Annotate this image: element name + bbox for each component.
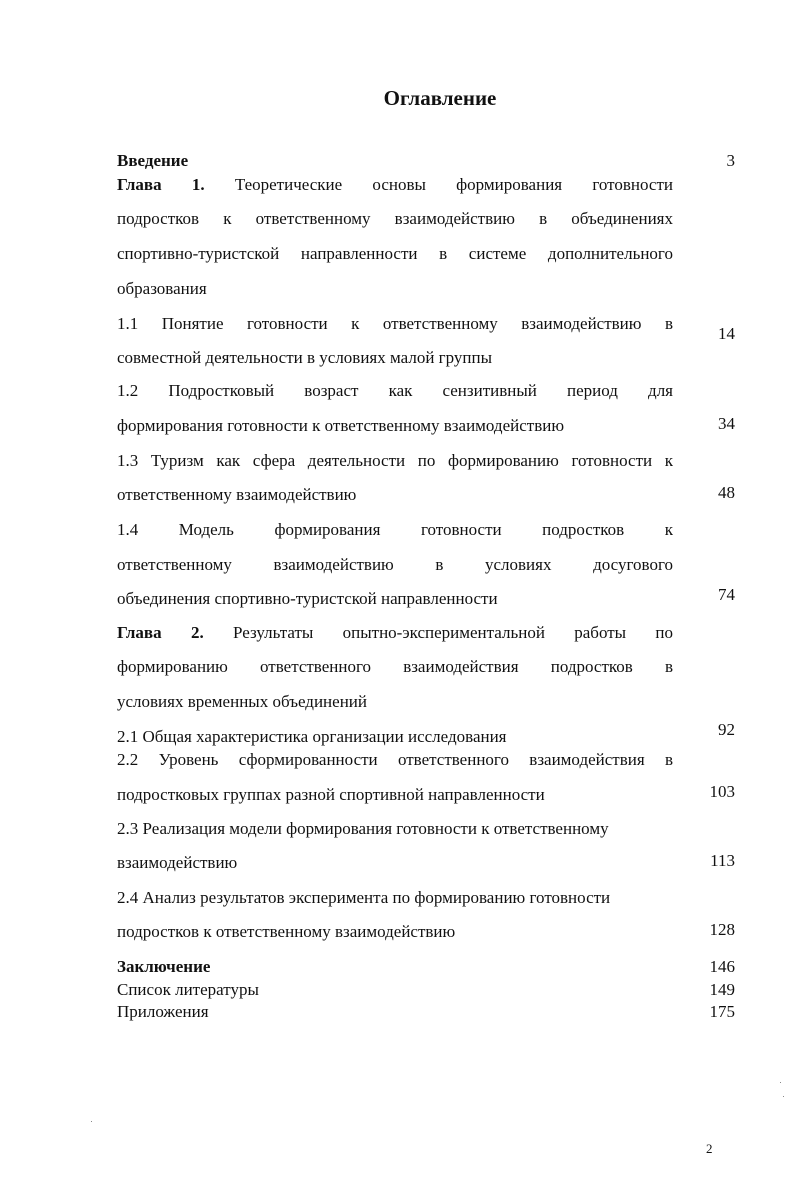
toc-1-4-line-1: 1.4 Модель формирования готовности подростков к [117, 520, 673, 539]
toc-2-2-page: 103 [709, 782, 735, 801]
page-number: 2 [706, 1141, 713, 1156]
toc-appendices-label: Приложения [117, 1002, 209, 1021]
scan-speck [91, 1121, 92, 1122]
toc-1-3-line-1: 1.3 Туризм как сфера деятельности по формированию готовности к [117, 451, 673, 470]
toc-1-2-line-1: 1.2 Подростковый возраст как сензитивный период для [117, 381, 673, 400]
toc-ch1-title-3: спортивно-туристской направленности в системе дополнительного [117, 244, 673, 263]
page-title: Оглавление [383, 86, 497, 110]
toc-1-3-line-2: ответственному взаимодействию [117, 485, 357, 504]
scan-speck [780, 1082, 781, 1083]
toc-2-1-page: 92 [718, 720, 735, 739]
toc-ch2-line-1 [117, 623, 673, 643]
toc-1-4-line-3: объединения спортивно-туристской направленности [117, 589, 498, 608]
toc-2-2-line-2: подростковых группах разной спортивной направленности [117, 785, 545, 804]
toc-ch1-line-1 [117, 175, 673, 195]
toc-ch1-heading: Глава 1. [117, 175, 205, 194]
toc-ch1-title-1: Теоретические основы формирования готовности [234, 175, 673, 194]
toc-ch1-title-4: образования [117, 279, 207, 298]
toc-1-4-line-2: ответственному взаимодействию в условиях досугового [117, 555, 673, 574]
toc-2-3-line-2: взаимодействию [117, 853, 238, 872]
toc-conclusion-page: 146 [709, 957, 735, 976]
toc-1-3-page: 48 [718, 483, 735, 502]
toc-intro-page: 3 [726, 151, 735, 170]
toc-2-2-line-1: 2.2 Уровень сформированности ответственного взаимодействия в [117, 750, 673, 769]
scan-speck [783, 1096, 784, 1097]
toc-appendices-page: 175 [709, 1002, 735, 1021]
toc-intro-label: Введение [117, 151, 189, 170]
toc-1-4-page: 74 [718, 585, 735, 604]
toc-ch2-title-2: формированию ответственного взаимодействия подростков в [117, 657, 673, 676]
toc-conclusion-label: Заключение [117, 957, 211, 976]
toc-2-3-line-1: 2.3 Реализация модели формирования готовности к ответственному [117, 819, 609, 838]
toc-ch2-heading: Глава 2. [117, 623, 204, 642]
toc-2-4-line-2: подростков к ответственному взаимодействию [117, 922, 456, 941]
toc-1-2-line-2: формирования готовности к ответственному взаимодействию [117, 416, 565, 435]
toc-2-1-line-1: 2.1 Общая характеристика организации исследования [117, 727, 507, 746]
toc-2-4-page: 128 [709, 920, 735, 939]
toc-1-1-line-1: 1.1 Понятие готовности к ответственному взаимодействию в [117, 314, 673, 333]
toc-references-label: Список литературы [117, 980, 259, 999]
toc-1-2-page: 34 [718, 414, 735, 433]
toc-ch2-title-3: условиях временных объединений [117, 692, 367, 711]
toc-ch1-title-2: подростков к ответственному взаимодействию в объединениях [117, 209, 673, 228]
toc-references-page: 149 [709, 980, 735, 999]
toc-ch2-title-1: Результаты опытно-экспериментальной работы по [233, 623, 673, 642]
toc-1-1-line-2: совместной деятельности в условиях малой группы [117, 348, 493, 367]
toc-2-3-page: 113 [710, 851, 735, 870]
toc-2-4-line-1: 2.4 Анализ результатов эксперимента по формированию готовности [117, 888, 611, 907]
toc-1-1-page: 14 [718, 324, 735, 343]
